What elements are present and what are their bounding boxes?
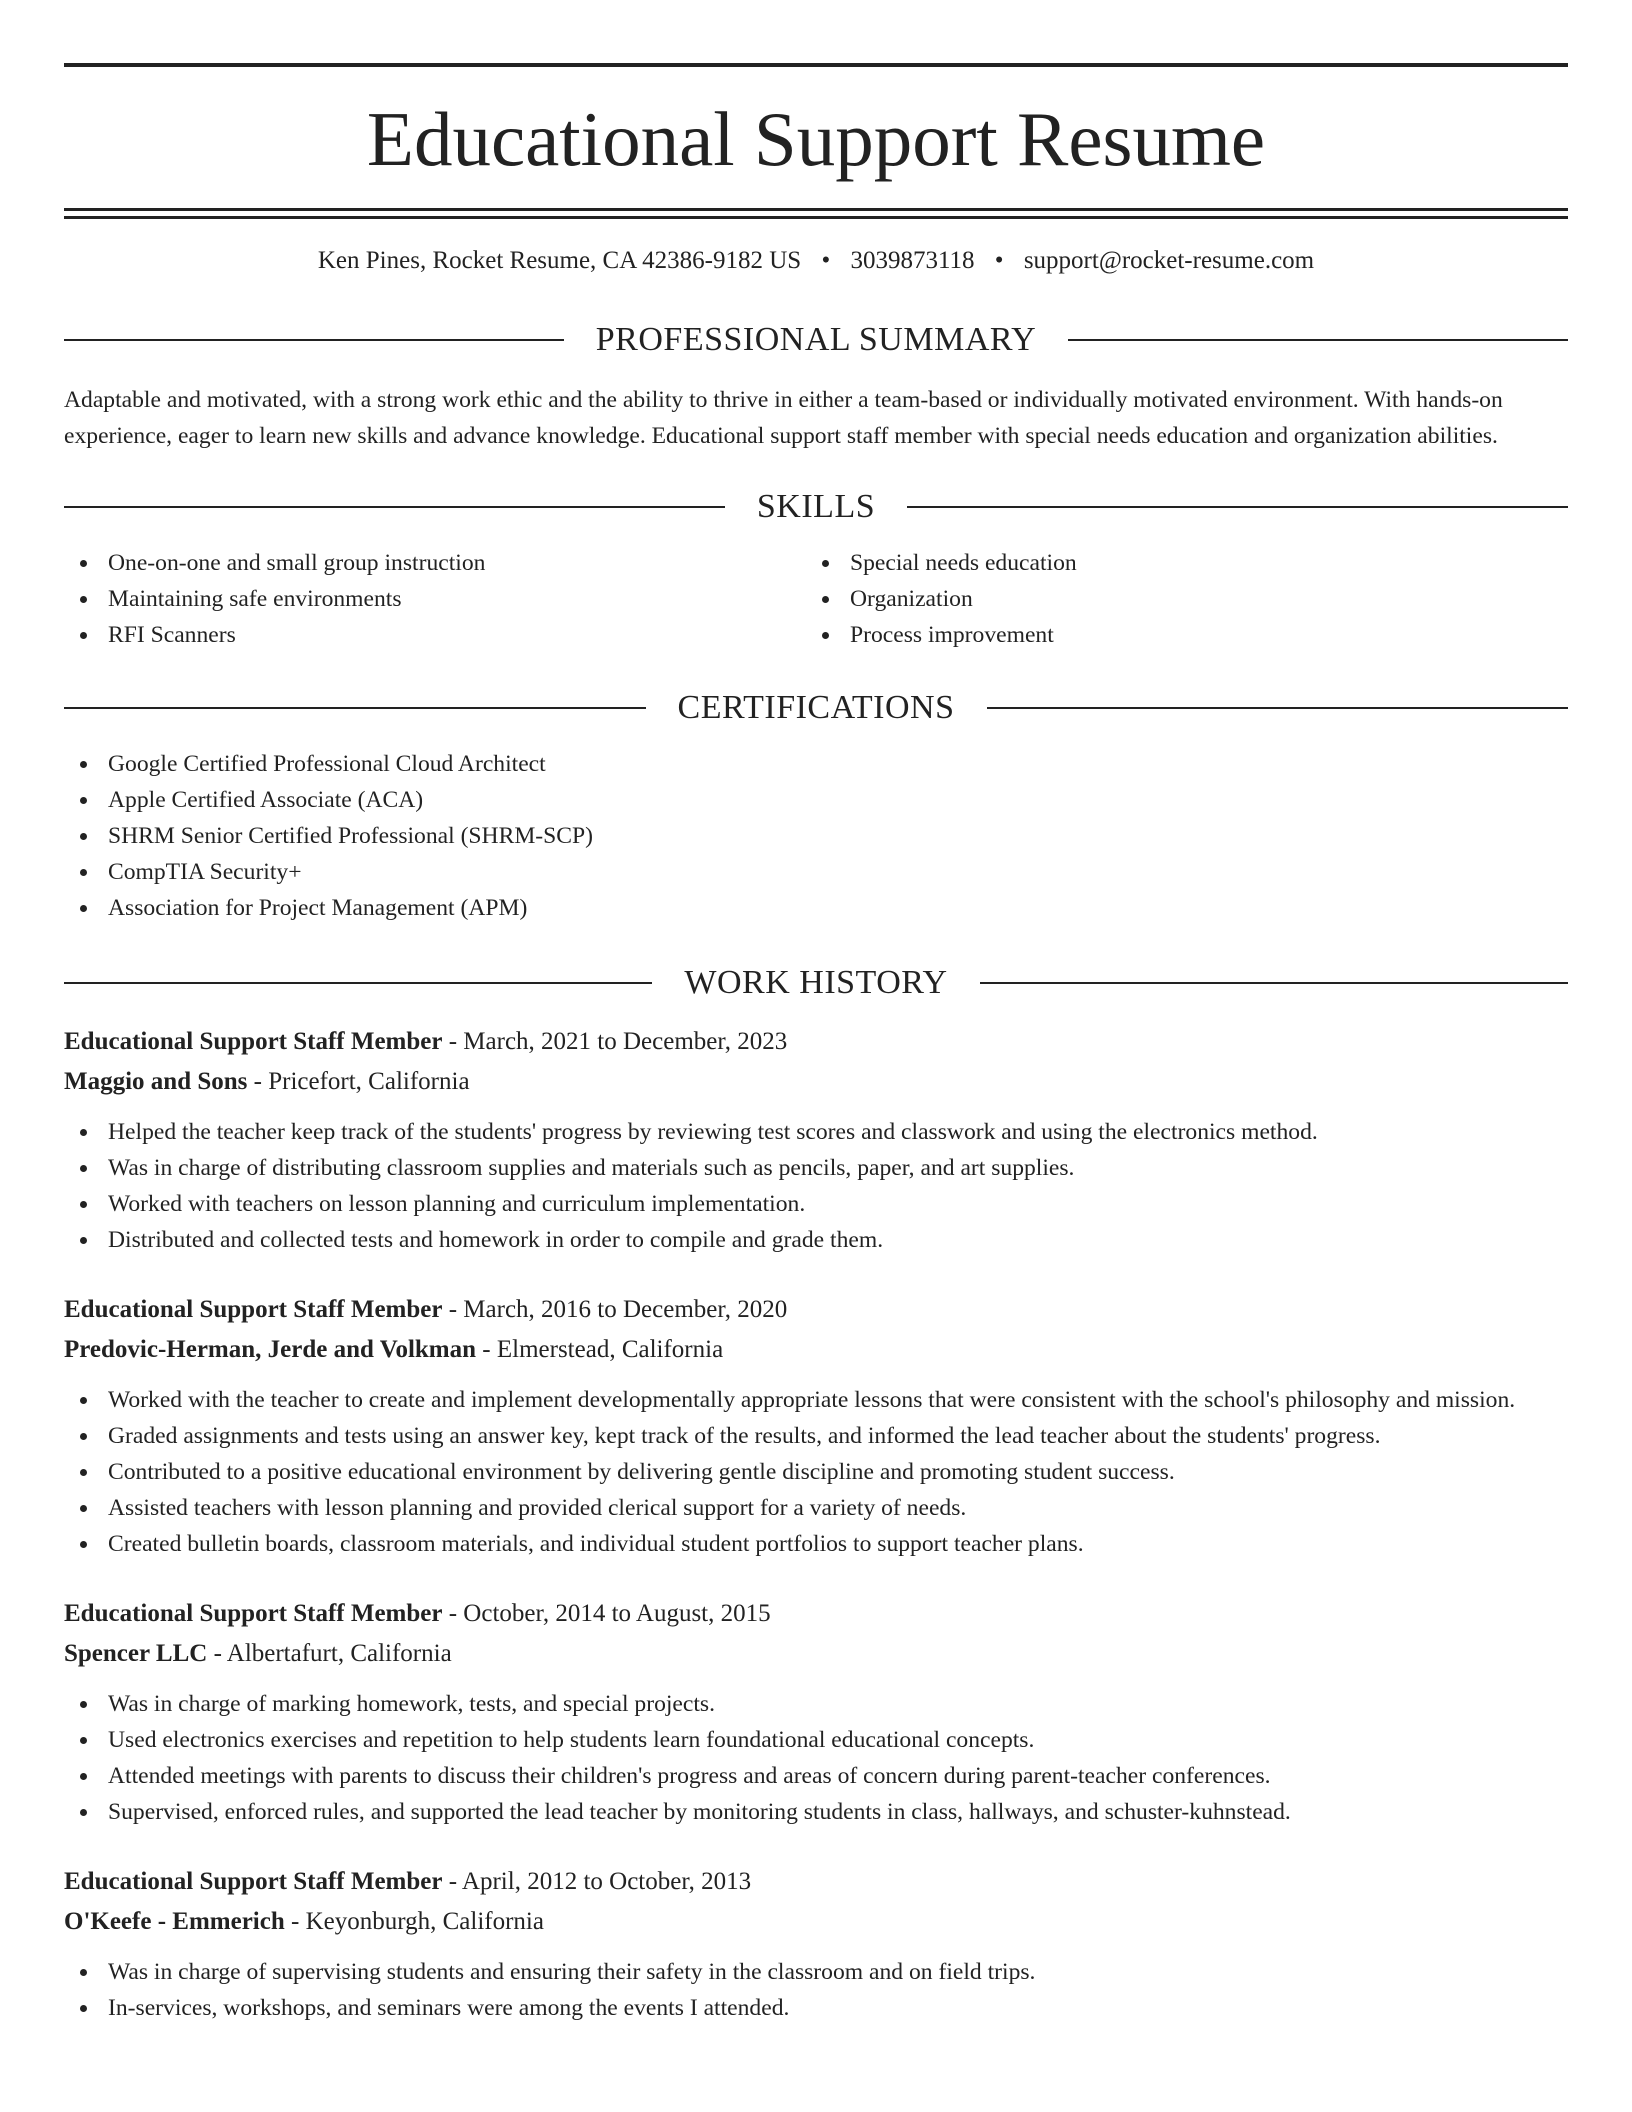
job-company: Spencer LLC (64, 1640, 208, 1667)
job-bullet: Was in charge of distributing classroom supplies and materials such as pencils, paper, and art supplies. (64, 1150, 1568, 1186)
job-bullet: Was in charge of supervising students and ensuring their safety in the classroom and on field trips. (64, 1954, 1568, 1990)
job-location: - Albertafurt, California (207, 1640, 452, 1667)
heading-rule (64, 506, 725, 508)
job-dates: - April, 2012 to October, 2013 (442, 1868, 752, 1895)
certification-item: Apple Certified Associate (ACA) (64, 782, 1568, 818)
contact-line (64, 247, 1568, 275)
job-entry (64, 1594, 1568, 1830)
job-title: Educational Support Staff Member (64, 1296, 443, 1323)
heading-rule (64, 339, 564, 341)
skills-grid (64, 545, 1568, 653)
job-location: - Elmerstead, California (476, 1336, 724, 1363)
skill-item: Process improvement (806, 617, 1548, 653)
job-title-row (64, 1290, 1568, 1330)
section-title: SKILLS (756, 488, 876, 525)
job-bullet: In-services, workshops, and seminars were among the events I attended. (64, 1990, 1568, 2026)
contact-phone: 3039873118 (850, 247, 975, 274)
skill-item: Special needs education (806, 545, 1548, 581)
job-company: Maggio and Sons (64, 1068, 248, 1095)
skill-item: One-on-one and small group instruction (64, 545, 806, 581)
heading-rule (980, 982, 1568, 984)
certification-item: Association for Project Management (APM) (64, 890, 1568, 926)
job-company-row (64, 1634, 1568, 1674)
job-bullet: Created bulletin boards, classroom materials, and individual student portfolios to support teacher plans. (64, 1526, 1568, 1562)
job-bullets (64, 1114, 1568, 1258)
job-company-row (64, 1062, 1568, 1102)
job-title: Educational Support Staff Member (64, 1600, 443, 1627)
job-title: Educational Support Staff Member (64, 1868, 443, 1895)
section-title: WORK HISTORY (684, 964, 948, 1001)
contact-address: Ken Pines, Rocket Resume, CA 42386-9182 US (317, 247, 802, 274)
heading-rule (1068, 339, 1568, 341)
job-bullet: Distributed and collected tests and homework in order to compile and grade them. (64, 1222, 1568, 1258)
heading-rule (987, 707, 1569, 709)
job-title-row (64, 1862, 1568, 1902)
skill-item: Maintaining safe environments (64, 581, 806, 617)
job-dates: - March, 2016 to December, 2020 (442, 1296, 788, 1323)
job-bullet: Helped the teacher keep track of the students' progress by reviewing test scores and classwork and using the electronics method. (64, 1114, 1568, 1150)
job-title: Educational Support Staff Member (64, 1028, 443, 1055)
heading-rule (907, 506, 1568, 508)
job-entry (64, 1022, 1568, 1258)
certification-item: CompTIA Security+ (64, 854, 1568, 890)
skill-item: Organization (806, 581, 1548, 617)
heading-rule (64, 707, 646, 709)
job-bullet: Was in charge of marking homework, tests, and special projects. (64, 1686, 1568, 1722)
certification-item: SHRM Senior Certified Professional (SHRM-SCP) (64, 818, 1568, 854)
certification-item: Google Certified Professional Cloud Architect (64, 746, 1568, 782)
job-entry (64, 1290, 1568, 1562)
job-bullet: Graded assignments and tests using an answer key, kept track of the results, and informed the lead teacher about the students' progress. (64, 1418, 1568, 1454)
job-bullet: Worked with the teacher to create and implement developmentally appropriate lessons that were consistent with the school's philosophy and mission. (64, 1382, 1568, 1418)
skills-column-right (806, 545, 1548, 653)
skills-column-left (64, 545, 806, 653)
job-location: - Pricefort, California (247, 1068, 470, 1095)
job-location: - Keyonburgh, California (284, 1908, 544, 1935)
contact-email: support@rocket-resume.com (1023, 247, 1315, 274)
section-title: PROFESSIONAL SUMMARY (595, 321, 1037, 358)
section-heading-summary (64, 323, 1568, 357)
summary-paragraph: Adaptable and motivated, with a strong work ethic and the ability to thrive in either a team-based or individually motivated environment. With hands-on experience, eager to learn new skills and advance knowledge. Educational support staff member with special needs education and organization abilities. (64, 387, 1503, 449)
job-bullet: Used electronics exercises and repetition to help students learn foundational educational concepts. (64, 1722, 1568, 1758)
job-bullets (64, 1686, 1568, 1830)
top-rule (64, 63, 1568, 67)
section-heading-work-history (64, 966, 1568, 1000)
job-company-row (64, 1902, 1568, 1942)
contact-separator: • (821, 247, 831, 274)
job-bullets (64, 1382, 1568, 1562)
job-dates: - March, 2021 to December, 2023 (442, 1028, 788, 1055)
job-bullet: Supervised, enforced rules, and supported the lead teacher by monitoring students in class, hallways, and schuster-kuhnstead. (64, 1794, 1568, 1830)
resume-title: Educational Support Resume (366, 96, 1266, 182)
job-entry (64, 1862, 1568, 2026)
section-title: CERTIFICATIONS (677, 689, 955, 726)
job-title-row (64, 1022, 1568, 1062)
section-heading-skills (64, 490, 1568, 524)
job-company: Predovic-Herman, Jerde and Volkman (64, 1336, 477, 1363)
job-bullet: Contributed to a positive educational environment by delivering gentle discipline and promoting student success. (64, 1454, 1568, 1490)
job-bullets (64, 1954, 1568, 2026)
job-company: O'Keefe - Emmerich (64, 1908, 285, 1935)
job-title-row (64, 1594, 1568, 1634)
job-company-row (64, 1330, 1568, 1370)
section-heading-certifications (64, 691, 1568, 725)
job-bullet: Assisted teachers with lesson planning and provided clerical support for a variety of needs. (64, 1490, 1568, 1526)
contact-separator: • (994, 247, 1004, 274)
job-bullet: Worked with teachers on lesson planning and curriculum implementation. (64, 1186, 1568, 1222)
heading-rule (64, 982, 652, 984)
skill-item: RFI Scanners (64, 617, 806, 653)
job-bullet: Attended meetings with parents to discuss their children's progress and areas of concern during parent-teacher conferences. (64, 1758, 1568, 1794)
job-dates: - October, 2014 to August, 2015 (442, 1600, 771, 1627)
title-double-rule (64, 208, 1568, 219)
certifications-list (64, 746, 1568, 926)
